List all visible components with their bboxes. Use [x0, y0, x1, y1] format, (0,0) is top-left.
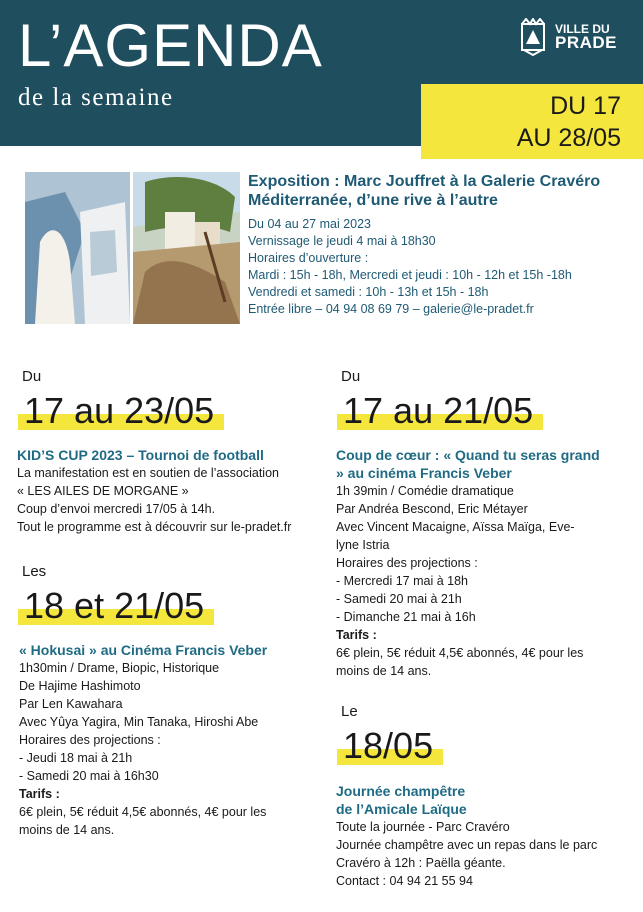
event-hokusai	[22, 563, 322, 627]
crest-icon	[520, 18, 546, 56]
event-line: Horaires des projections :	[19, 733, 161, 747]
event-line: 1h 39min / Comédie dramatique	[336, 484, 514, 498]
exhibition-hours-weekday: Mardi : 15h - 18h, Mercredi et jeudi : 10h - 12h et 15h -18h	[248, 268, 572, 282]
tarifs-label: Tarifs :	[19, 787, 60, 801]
event-line: Par Len Kawahara	[19, 697, 123, 711]
event-title: » au cinéma Francis Veber	[336, 465, 512, 481]
exhibition-hours-label: Horaires d’ouverture :	[248, 251, 369, 265]
tarifs-line: moins de 14 ans.	[336, 664, 432, 678]
city-logo[interactable]	[520, 18, 630, 60]
event-coup-de-coeur-details	[336, 446, 636, 680]
event-line: Contact : 04 94 21 55 94	[336, 874, 473, 888]
event-date: 17 au 23/05	[22, 390, 216, 432]
date-range-box	[421, 84, 643, 159]
event-title: « Hokusai » au Cinéma Francis Veber	[19, 642, 268, 658]
event-line: Cravéro à 12h : Paëlla géante.	[336, 856, 506, 870]
event-line: Toute la journée - Parc Cravéro	[336, 820, 510, 834]
event-date-prefix: Du	[341, 368, 361, 385]
event-date: 18/05	[341, 725, 435, 767]
event-line: - Mercredi 17 mai à 18h	[336, 574, 469, 588]
exhibition-painting-image	[25, 172, 240, 324]
exhibition-vernissage: Vernissage le jeudi 4 mai à 18h30	[248, 234, 436, 248]
event-line: De Hajime Hashimoto	[19, 679, 141, 693]
event-line: Avec Yûya Yagira, Min Tanaka, Hiroshi Abe	[19, 715, 259, 729]
exhibition-title: Exposition : Marc Jouffret à la Galerie Cravéro	[248, 173, 601, 190]
logo-line1: VILLE DU	[555, 22, 610, 36]
event-line: Coup d’envoi mercredi 17/05 à 14h.	[17, 502, 216, 516]
event-line: Avec Vincent Macaigne, Aïssa Maïga, Eve-	[336, 520, 575, 534]
tarifs-label: Tarifs :	[336, 628, 377, 642]
event-line: Par Andréa Bescond, Eric Métayer	[336, 502, 528, 516]
event-title: Journée champêtre	[336, 783, 466, 799]
exhibition-hours-weekend: Vendredi et samedi : 10h - 13h et 15h - 18h	[248, 285, 489, 299]
event-line: - Dimanche 21 mai à 16h	[336, 610, 476, 624]
event-line: Horaires des projections :	[336, 556, 478, 570]
event-date-prefix: Le	[341, 703, 358, 720]
event-line: 1h30min / Drame, Biopic, Historique	[19, 661, 220, 675]
exhibition-dates: Du 04 au 27 mai 2023	[248, 217, 372, 231]
event-line: La manifestation est en soutien de l’association	[17, 466, 279, 480]
page-subtitle: de la semaine	[18, 84, 174, 111]
event-date-prefix: Du	[22, 368, 42, 385]
tarifs-line: moins de 14 ans.	[19, 823, 115, 837]
event-line: - Jeudi 18 mai à 21h	[19, 751, 133, 765]
date-range-start: DU 17	[550, 92, 621, 120]
exhibition-block	[248, 172, 640, 318]
event-date-prefix: Les	[22, 563, 47, 580]
event-title: KID’S CUP 2023 – Tournoi de football	[17, 447, 264, 463]
event-journee-champetre-details	[336, 782, 636, 890]
event-line: - Samedi 20 mai à 16h30	[19, 769, 159, 783]
event-title: Coup de cœur : « Quand tu seras grand	[336, 447, 600, 463]
event-kids-cup	[22, 368, 322, 432]
event-journee-champetre	[341, 703, 641, 767]
logo-line2: PRADE	[555, 33, 618, 52]
event-hokusai-details	[19, 641, 319, 839]
event-kids-cup-details	[17, 446, 327, 536]
date-range-end: AU 28/05	[516, 124, 621, 152]
event-title: de l’Amicale Laïque	[336, 801, 467, 817]
exhibition-contact: Entrée libre – 04 94 08 69 79 – galerie@le-pradet.fr	[248, 302, 534, 316]
logo-text	[555, 22, 617, 50]
event-date: 17 au 21/05	[341, 390, 535, 432]
exhibition-subtitle: Méditerranée, d’une rive à l’autre	[248, 192, 498, 209]
event-coup-de-coeur	[341, 368, 641, 432]
page-title: L’AGENDA	[18, 12, 323, 79]
event-line: lyne Istria	[336, 538, 390, 552]
event-date: 18 et 21/05	[22, 585, 206, 627]
event-line: Tout le programme est à découvrir sur le-pradet.fr	[17, 520, 292, 534]
tarifs-line: 6€ plein, 5€ réduit 4,5€ abonnés, 4€ pour les	[19, 805, 267, 819]
event-line: - Samedi 20 mai à 21h	[336, 592, 462, 606]
tarifs-line: 6€ plein, 5€ réduit 4,5€ abonnés, 4€ pour les	[336, 646, 584, 660]
event-line: « LES AILES DE MORGANE »	[17, 484, 189, 498]
event-line: Journée champêtre avec un repas dans le parc	[336, 838, 598, 852]
